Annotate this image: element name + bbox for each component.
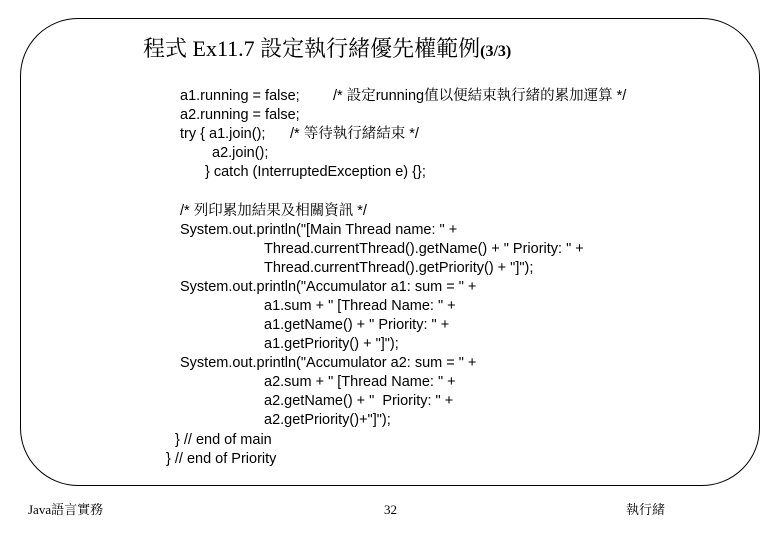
code-line: a1.running = false; <box>180 88 300 104</box>
code-line: a1.sum + " [Thread Name: " + <box>264 298 456 314</box>
code-line: } // end of main <box>175 432 272 448</box>
code-line: a1.getPriority() + "]"); <box>264 336 399 352</box>
slide-title-suffix: (3/3) <box>480 43 512 60</box>
code-line: try { a1.join(); <box>180 126 266 142</box>
code-line: a2.sum + " [Thread Name: " + <box>264 374 456 390</box>
code-line: Thread.currentThread().getPriority() + "]"); <box>264 260 534 276</box>
code-line: a2.getName() + " Priority: " + <box>264 393 454 409</box>
footer-chapter-name: 執行緒 <box>626 502 666 517</box>
code-line: } catch (InterruptedException e) {}; <box>205 164 426 180</box>
code-comment: /* 等待執行緒結束 */ <box>290 126 419 142</box>
footer-page-number: 32 <box>384 502 397 517</box>
slide-title-main: 程式 Ex11.7 設定執行緒優先權範例 <box>143 36 481 61</box>
code-comment: /* 設定running值以便結束執行緒的累加運算 */ <box>333 88 627 104</box>
code-comment: /* 列印累加結果及相關資訊 */ <box>180 203 367 219</box>
code-line: Thread.currentThread().getName() + " Priority: " + <box>264 241 584 257</box>
code-line: a2.running = false; <box>180 107 300 123</box>
code-line: } // end of Priority <box>166 451 277 467</box>
code-line: a1.getName() + " Priority: " + <box>264 317 450 333</box>
code-line: System.out.println("Accumulator a1: sum = " + <box>180 279 477 295</box>
code-line: a2.getPriority()+"]"); <box>264 412 391 428</box>
code-line: System.out.println("[Main Thread name: " + <box>180 222 458 238</box>
footer-course-name: Java語言實務 <box>28 502 104 517</box>
code-line: System.out.println("Accumulator a2: sum = " + <box>180 355 477 371</box>
code-line: a2.join(); <box>212 145 269 161</box>
